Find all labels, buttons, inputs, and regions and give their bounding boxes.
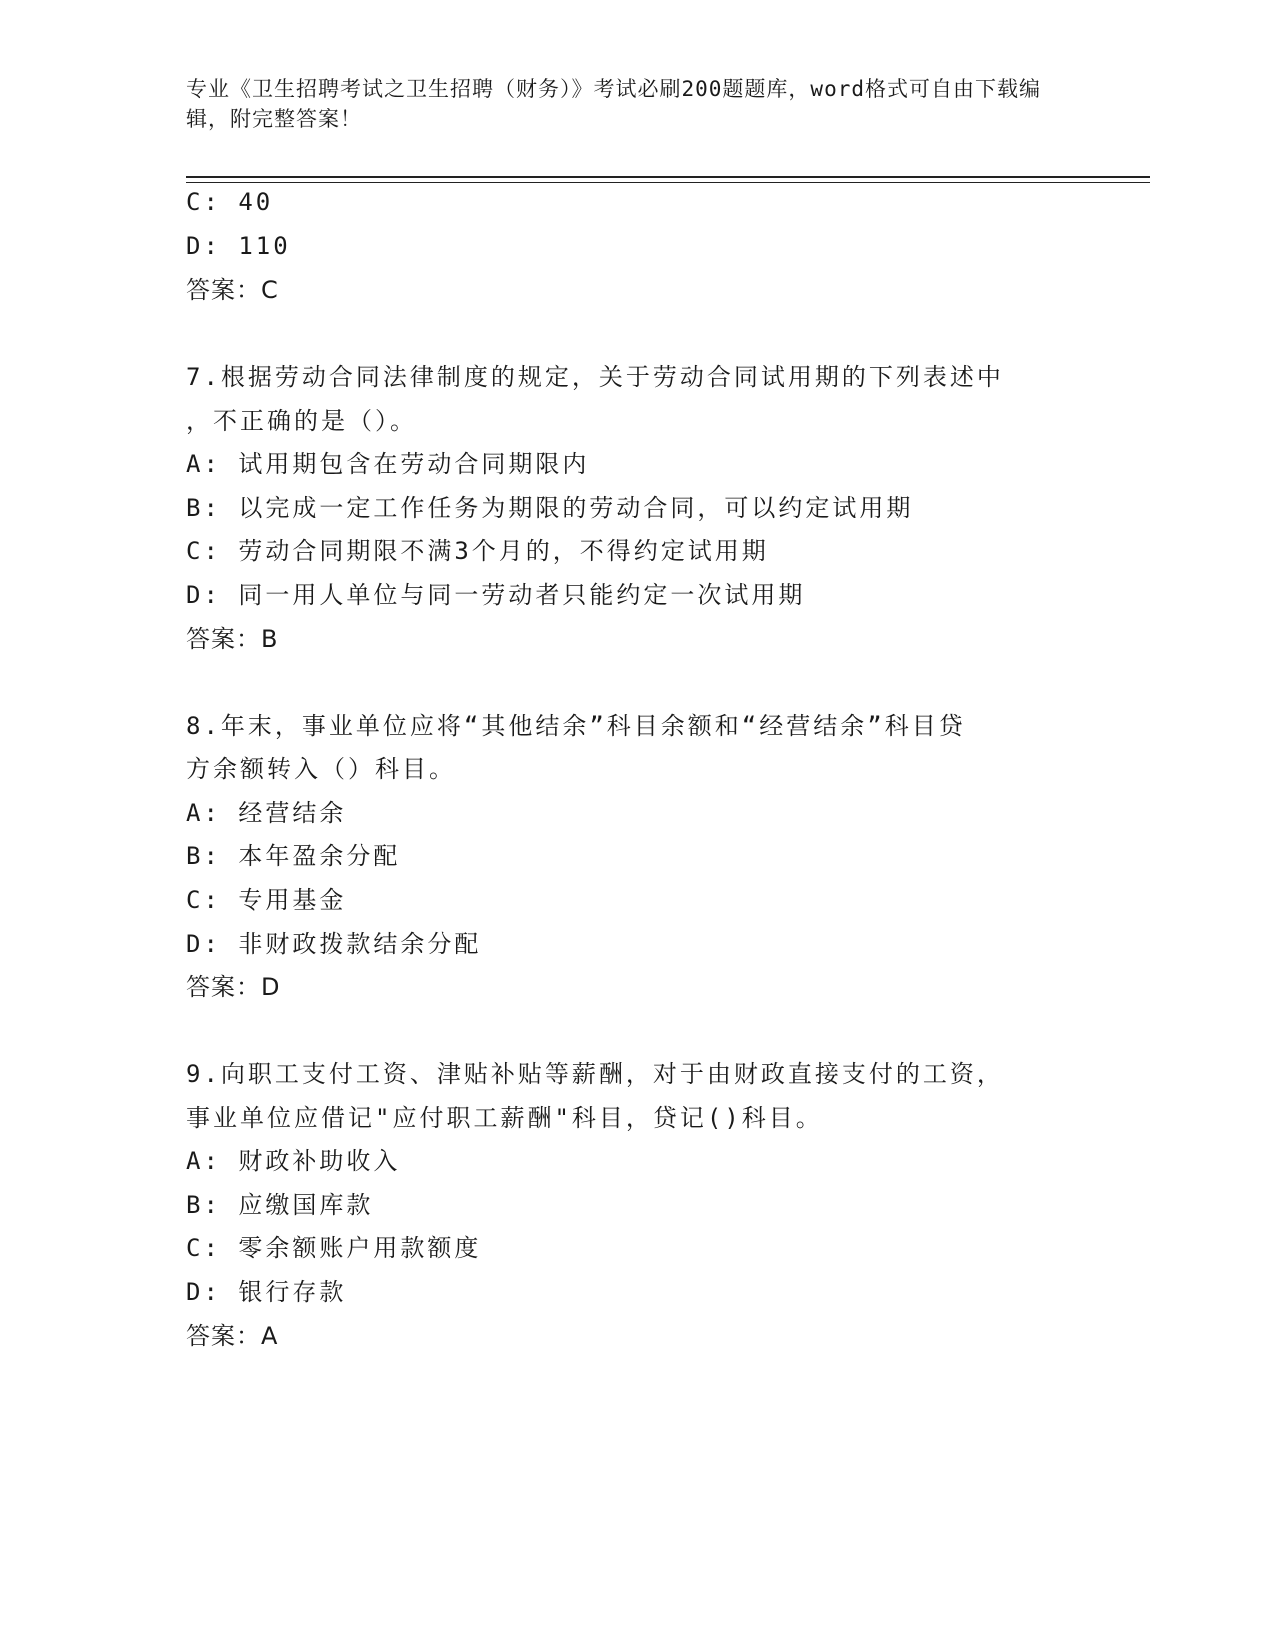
q9-answer: 答案：A — [186, 1322, 279, 1350]
header-rule-thick — [186, 176, 1150, 178]
q7-stem-line1: 7.根据劳动合同法律制度的规定，关于劳动合同试用期的下列表述中 — [186, 363, 1004, 391]
q7-option-c: C: 劳动合同期限不满3个月的，不得约定试用期 — [186, 537, 769, 565]
q6-option-d: D: 110 — [186, 232, 291, 260]
q9-option-d: D: 银行存款 — [186, 1278, 347, 1306]
q6-answer: 答案：C — [186, 276, 279, 304]
q8-stem-line2: 方余额转入（）科目。 — [186, 755, 456, 783]
q8-option-a: A: 经营结余 — [186, 799, 347, 827]
q7-answer: 答案：B — [186, 625, 279, 653]
q9-option-b: B: 应缴国库款 — [186, 1191, 374, 1219]
q6-option-c: C: 40 — [186, 188, 274, 216]
q9-option-a: A: 财政补助收入 — [186, 1147, 401, 1175]
q8-answer: 答案：D — [186, 973, 281, 1001]
header-rule-thin — [186, 182, 1150, 183]
q7-option-b: B: 以完成一定工作任务为期限的劳动合同，可以约定试用期 — [186, 494, 914, 522]
q8-option-c: C: 专用基金 — [186, 886, 347, 914]
q9-stem-line2: 事业单位应借记"应付职工薪酬"科目，贷记()科目。 — [186, 1104, 823, 1132]
q9-stem-line1: 9.向职工支付工资、津贴补贴等薪酬，对于由财政直接支付的工资， — [186, 1060, 1004, 1088]
document-header: 专业《卫生招聘考试之卫生招聘（财务）》考试必刷200题题库，word格式可自由下载编辑，附完整答案！ — [186, 77, 1041, 131]
q8-option-b: B: 本年盈余分配 — [186, 842, 401, 870]
q7-stem-line2: ，不正确的是（）。 — [186, 407, 417, 435]
q8-stem-line1: 8.年末，事业单位应将“其他结余”科目余额和“经营结余”科目贷 — [186, 712, 966, 740]
q7-option-a: A: 试用期包含在劳动合同期限内 — [186, 450, 590, 478]
q9-option-c: C: 零余额账户用款额度 — [186, 1234, 482, 1262]
q7-option-d: D: 同一用人单位与同一劳动者只能约定一次试用期 — [186, 581, 806, 609]
q8-option-d: D: 非财政拨款结余分配 — [186, 930, 482, 958]
